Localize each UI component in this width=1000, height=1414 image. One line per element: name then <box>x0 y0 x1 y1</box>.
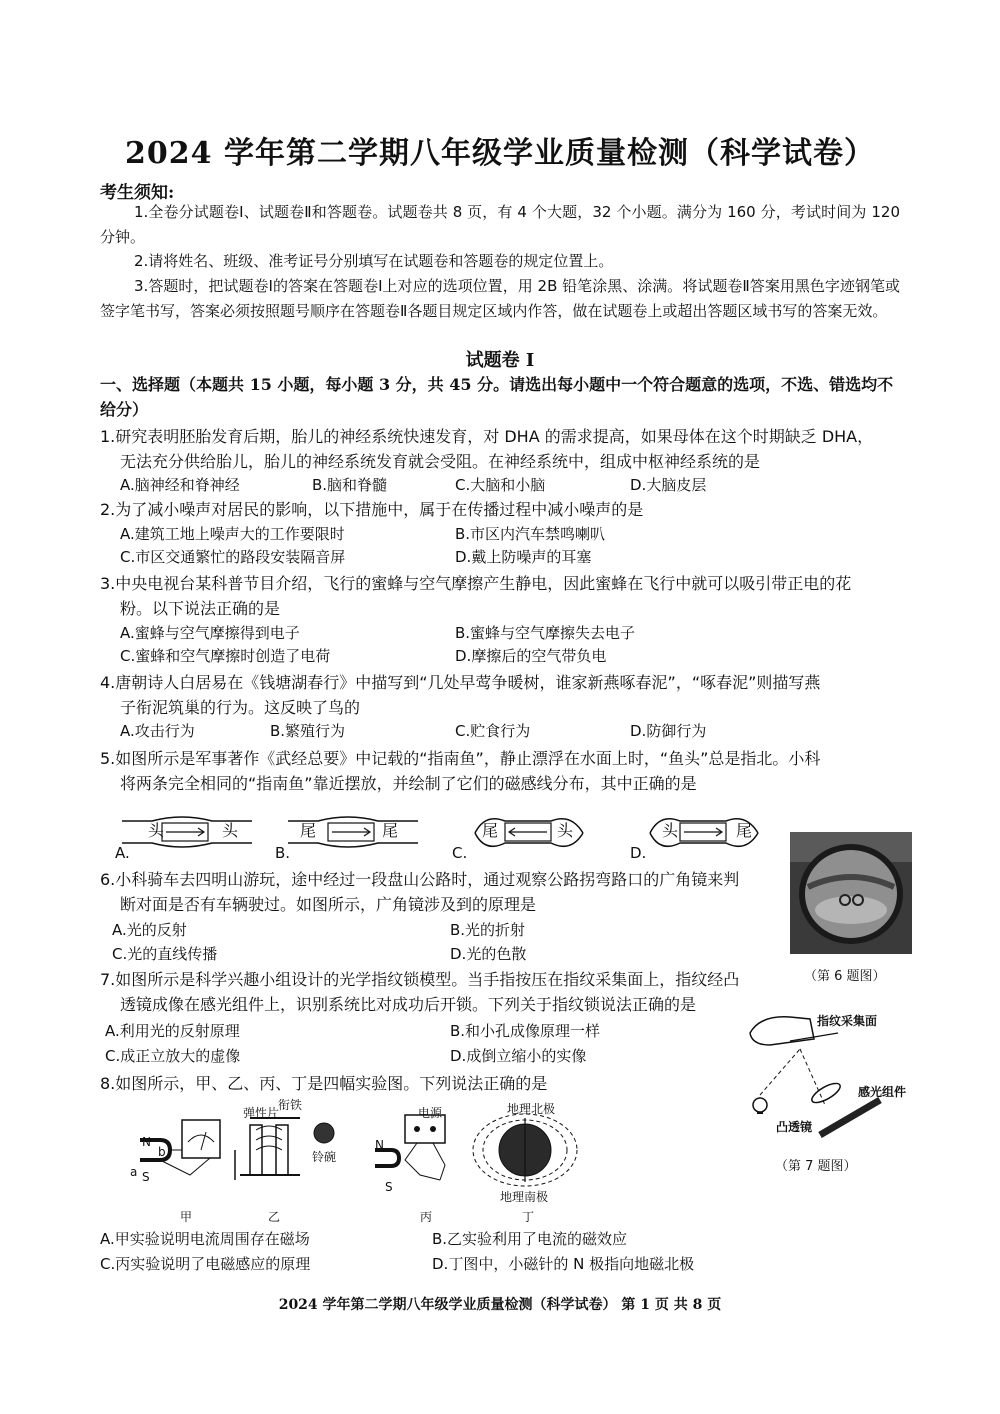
q1-option-b: B.脑和脊髓 <box>312 476 388 494</box>
q8-bing-s: S <box>385 1180 393 1194</box>
question-8-stem-1: 8.如图所示，甲、乙、丙、丁是四幅实验图。下列说法正确的是 <box>100 1074 548 1093</box>
q6-mirror-photo <box>790 832 912 954</box>
question-6-stem-1: 6.小科骑车去四明山游玩，途中经过一段盘山公路时，通过观察公路拐弯路口的广角镜来判 <box>100 870 740 889</box>
q7-option-a: A.利用光的反射原理 <box>105 1022 240 1040</box>
q6-caption: （第 6 题图） <box>804 969 886 984</box>
q8-jia-b: b <box>158 1145 166 1159</box>
q4-option-b: B.繁殖行为 <box>270 722 346 740</box>
q8-panel-label-ding: 丁 <box>522 1210 535 1224</box>
question-1-stem-1: 1.研究表明胚胎发育后期，胎儿的神经系统快速发育，对 DHA 的需求提高，如果母体在这个时期缺乏 DHA， <box>100 427 874 446</box>
q2-option-c: C.市区交通繁忙的路段安装隔音屏 <box>120 548 346 566</box>
q7-option-b: B.和小孔成像原理一样 <box>450 1022 601 1040</box>
notice-heading: 考生须知: <box>100 183 175 203</box>
q6-option-a: A.光的反射 <box>112 921 187 939</box>
q7-label-lens: 凸透镜 <box>776 1120 813 1134</box>
q5-d-label-1: 头 <box>662 821 679 840</box>
q8-yi-bell: 铃碗 <box>312 1150 337 1164</box>
q8-option-d: D.丁图中，小磁针的 N 极指向地磁北极 <box>432 1255 695 1273</box>
q8-yi-armature: 衔铁 <box>278 1098 303 1112</box>
q6-option-b: B.光的折射 <box>450 921 526 939</box>
q8-jia-s: S <box>142 1170 150 1184</box>
question-6-stem-2: 断对面是否有车辆驶过。如图所示，广角镜涉及到的原理是 <box>120 895 537 914</box>
part1-heading: 一、选择题（本题共 15 小题，每小题 3 分，共 45 分。请选出每小题中一个符合题意的选项，不选、错选均不给分） <box>100 375 894 419</box>
q1-option-a: A.脑神经和脊神经 <box>120 476 240 494</box>
question-2 <box>100 497 900 522</box>
q8-option-b: B.乙实验利用了电流的磁效应 <box>432 1230 628 1248</box>
question-8 <box>100 1071 700 1096</box>
section-title: 试题卷 Ⅰ <box>465 350 535 371</box>
q8-ding-north: 地理北极 <box>507 1102 556 1116</box>
q8-bing-power: 电源 <box>418 1106 443 1120</box>
q3-option-b: B.蜜蜂与空气摩擦失去电子 <box>455 624 636 642</box>
q3-option-c: C.蜜蜂和空气摩擦时创造了电荷 <box>120 647 331 665</box>
question-7-stem-1: 7.如图所示是科学兴趣小组设计的光学指纹锁模型。当手指按压在指纹采集面上，指纹经凸 <box>100 970 740 989</box>
q5-option-a: A. <box>115 844 130 862</box>
notice-item-3: 3.答题时，把试题卷Ⅰ的答案在答题卷Ⅰ上对应的选项位置，用 2B 铅笔涂黑、涂满。将试题卷Ⅱ答案用黑色字迹钢笔或签字笔书写，答案必须按照题号顺序在答题卷Ⅱ各题目规定区域内作答，做在试题卷上或超出答题区域书写的答案无效。 <box>100 277 900 320</box>
q5-figure-d <box>630 803 780 863</box>
q8-ding-south: 地理南极 <box>500 1190 549 1204</box>
question-1-stem-2: 无法充分供给胎儿，胎儿的神经系统发育就会受阻。在神经系统中，组成中枢神经系统的是 <box>120 452 761 471</box>
q5-b-label-2: 尾 <box>382 821 399 840</box>
q5-figure-a <box>112 803 262 863</box>
page-footer: 2024 学年第二学期八年级学业质量检测（科学试卷） 第 1 页 共 8 页 <box>278 1297 722 1313</box>
q6-option-c: C.光的直线传播 <box>112 945 218 963</box>
question-7-stem-2: 透镜成像在感光组件上，识别系统比对成功后开锁。下列关于指纹锁说法正确的是 <box>120 995 697 1014</box>
q8-bing-n: N <box>375 1138 384 1152</box>
q5-c-label-2: 头 <box>557 821 574 840</box>
q7-label-sensor: 感光组件 <box>858 1085 907 1099</box>
q8-jia-n: N <box>142 1135 151 1149</box>
question-5-stem-1: 5.如图所示是军事著作《武经总要》中记载的“指南鱼”，静止漂浮在水面上时，“鱼头”总是指北。小科 <box>100 749 821 768</box>
q5-a-label-1: 头 <box>148 821 165 840</box>
q8-panel-label-jia: 甲 <box>180 1210 193 1224</box>
q3-option-d: D.摩擦后的空气带负电 <box>455 647 607 665</box>
q5-a-label-2: 头 <box>222 821 239 840</box>
notice-item-1: 1.全卷分试题卷Ⅰ、试题卷Ⅱ和答题卷。试题卷共 8 页，有 4 个大题，32 个小题。满分为 160 分，考试时间为 120 分钟。 <box>100 203 900 246</box>
q8-jia-a: a <box>130 1165 138 1179</box>
q8-panel-ding <box>470 1110 580 1190</box>
q4-option-c: C.贮食行为 <box>455 722 531 740</box>
q5-option-d: D. <box>630 844 647 862</box>
q4-option-d: D.防御行为 <box>630 722 707 740</box>
q4-option-a: A.攻击行为 <box>120 722 195 740</box>
q7-option-c: C.成正立放大的虚像 <box>105 1047 241 1065</box>
question-3 <box>100 571 900 621</box>
question-5 <box>100 746 900 796</box>
question-3-stem-1: 3.中央电视台某科普节目介绍，飞行的蜜蜂与空气摩擦产生静电，因此蜜蜂在飞行中就可以吸引带正电的花 <box>100 574 852 593</box>
q2-option-b: B.市区内汽车禁鸣喇叭 <box>455 525 606 543</box>
page-title: 2024 学年第二学期八年级学业质量检测（科学试卷） <box>125 136 875 171</box>
question-3-stem-2: 粉。以下说法正确的是 <box>120 599 281 618</box>
q5-b-label-1: 尾 <box>300 821 317 840</box>
question-5-stem-2: 将两条完全相同的“指南鱼”靠近摆放，并绘制了它们的磁感线分布，其中正确的是 <box>120 774 697 793</box>
q1-option-d: D.大脑皮层 <box>630 476 707 494</box>
q7-option-d: D.成倒立缩小的实像 <box>450 1047 587 1065</box>
q8-panel-label-yi: 乙 <box>268 1210 281 1224</box>
q8-panel-label-bing: 丙 <box>420 1210 433 1224</box>
q8-option-c: C.丙实验说明了电磁感应的原理 <box>100 1255 311 1273</box>
question-1 <box>100 424 900 474</box>
question-7 <box>100 967 800 1017</box>
q6-option-d: D.光的色散 <box>450 945 527 963</box>
notice-item-2: 2.请将姓名、班级、准考证号分别填写在试题卷和答题卷的规定位置上。 <box>134 252 614 270</box>
q7-caption: （第 7 题图） <box>775 1159 857 1174</box>
q8-yi-spring: 弹性片 <box>243 1106 280 1120</box>
question-4 <box>100 670 900 720</box>
question-4-stem-2: 子衔泥筑巢的行为。这反映了鸟的 <box>120 698 361 717</box>
q7-label-fingerprint-surface: 指纹采集面 <box>817 1014 878 1028</box>
q2-option-a: A.建筑工地上噪声大的工作要限时 <box>120 525 345 543</box>
q5-option-c: C. <box>452 844 468 862</box>
q5-option-b: B. <box>275 844 291 862</box>
q3-option-a: A.蜜蜂与空气摩擦得到电子 <box>120 624 300 642</box>
question-2-stem-1: 2.为了减小噪声对居民的影响，以下措施中，属于在传播过程中减小噪声的是 <box>100 500 644 519</box>
q1-option-c: C.大脑和小脑 <box>455 476 546 494</box>
question-4-stem-1: 4.唐朝诗人白居易在《钱塘湖春行》中描写到“几处早莺争暖树，谁家新燕啄春泥”，“啄春泥”则描写燕 <box>100 673 821 692</box>
q8-option-a: A.甲实验说明电流周围存在磁场 <box>100 1230 310 1248</box>
q5-c-label-1: 尾 <box>482 821 499 840</box>
q2-option-d: D.戴上防噪声的耳塞 <box>455 548 592 566</box>
q5-figure-c <box>455 803 605 863</box>
question-6 <box>100 867 790 917</box>
q5-d-label-2: 尾 <box>736 821 753 840</box>
